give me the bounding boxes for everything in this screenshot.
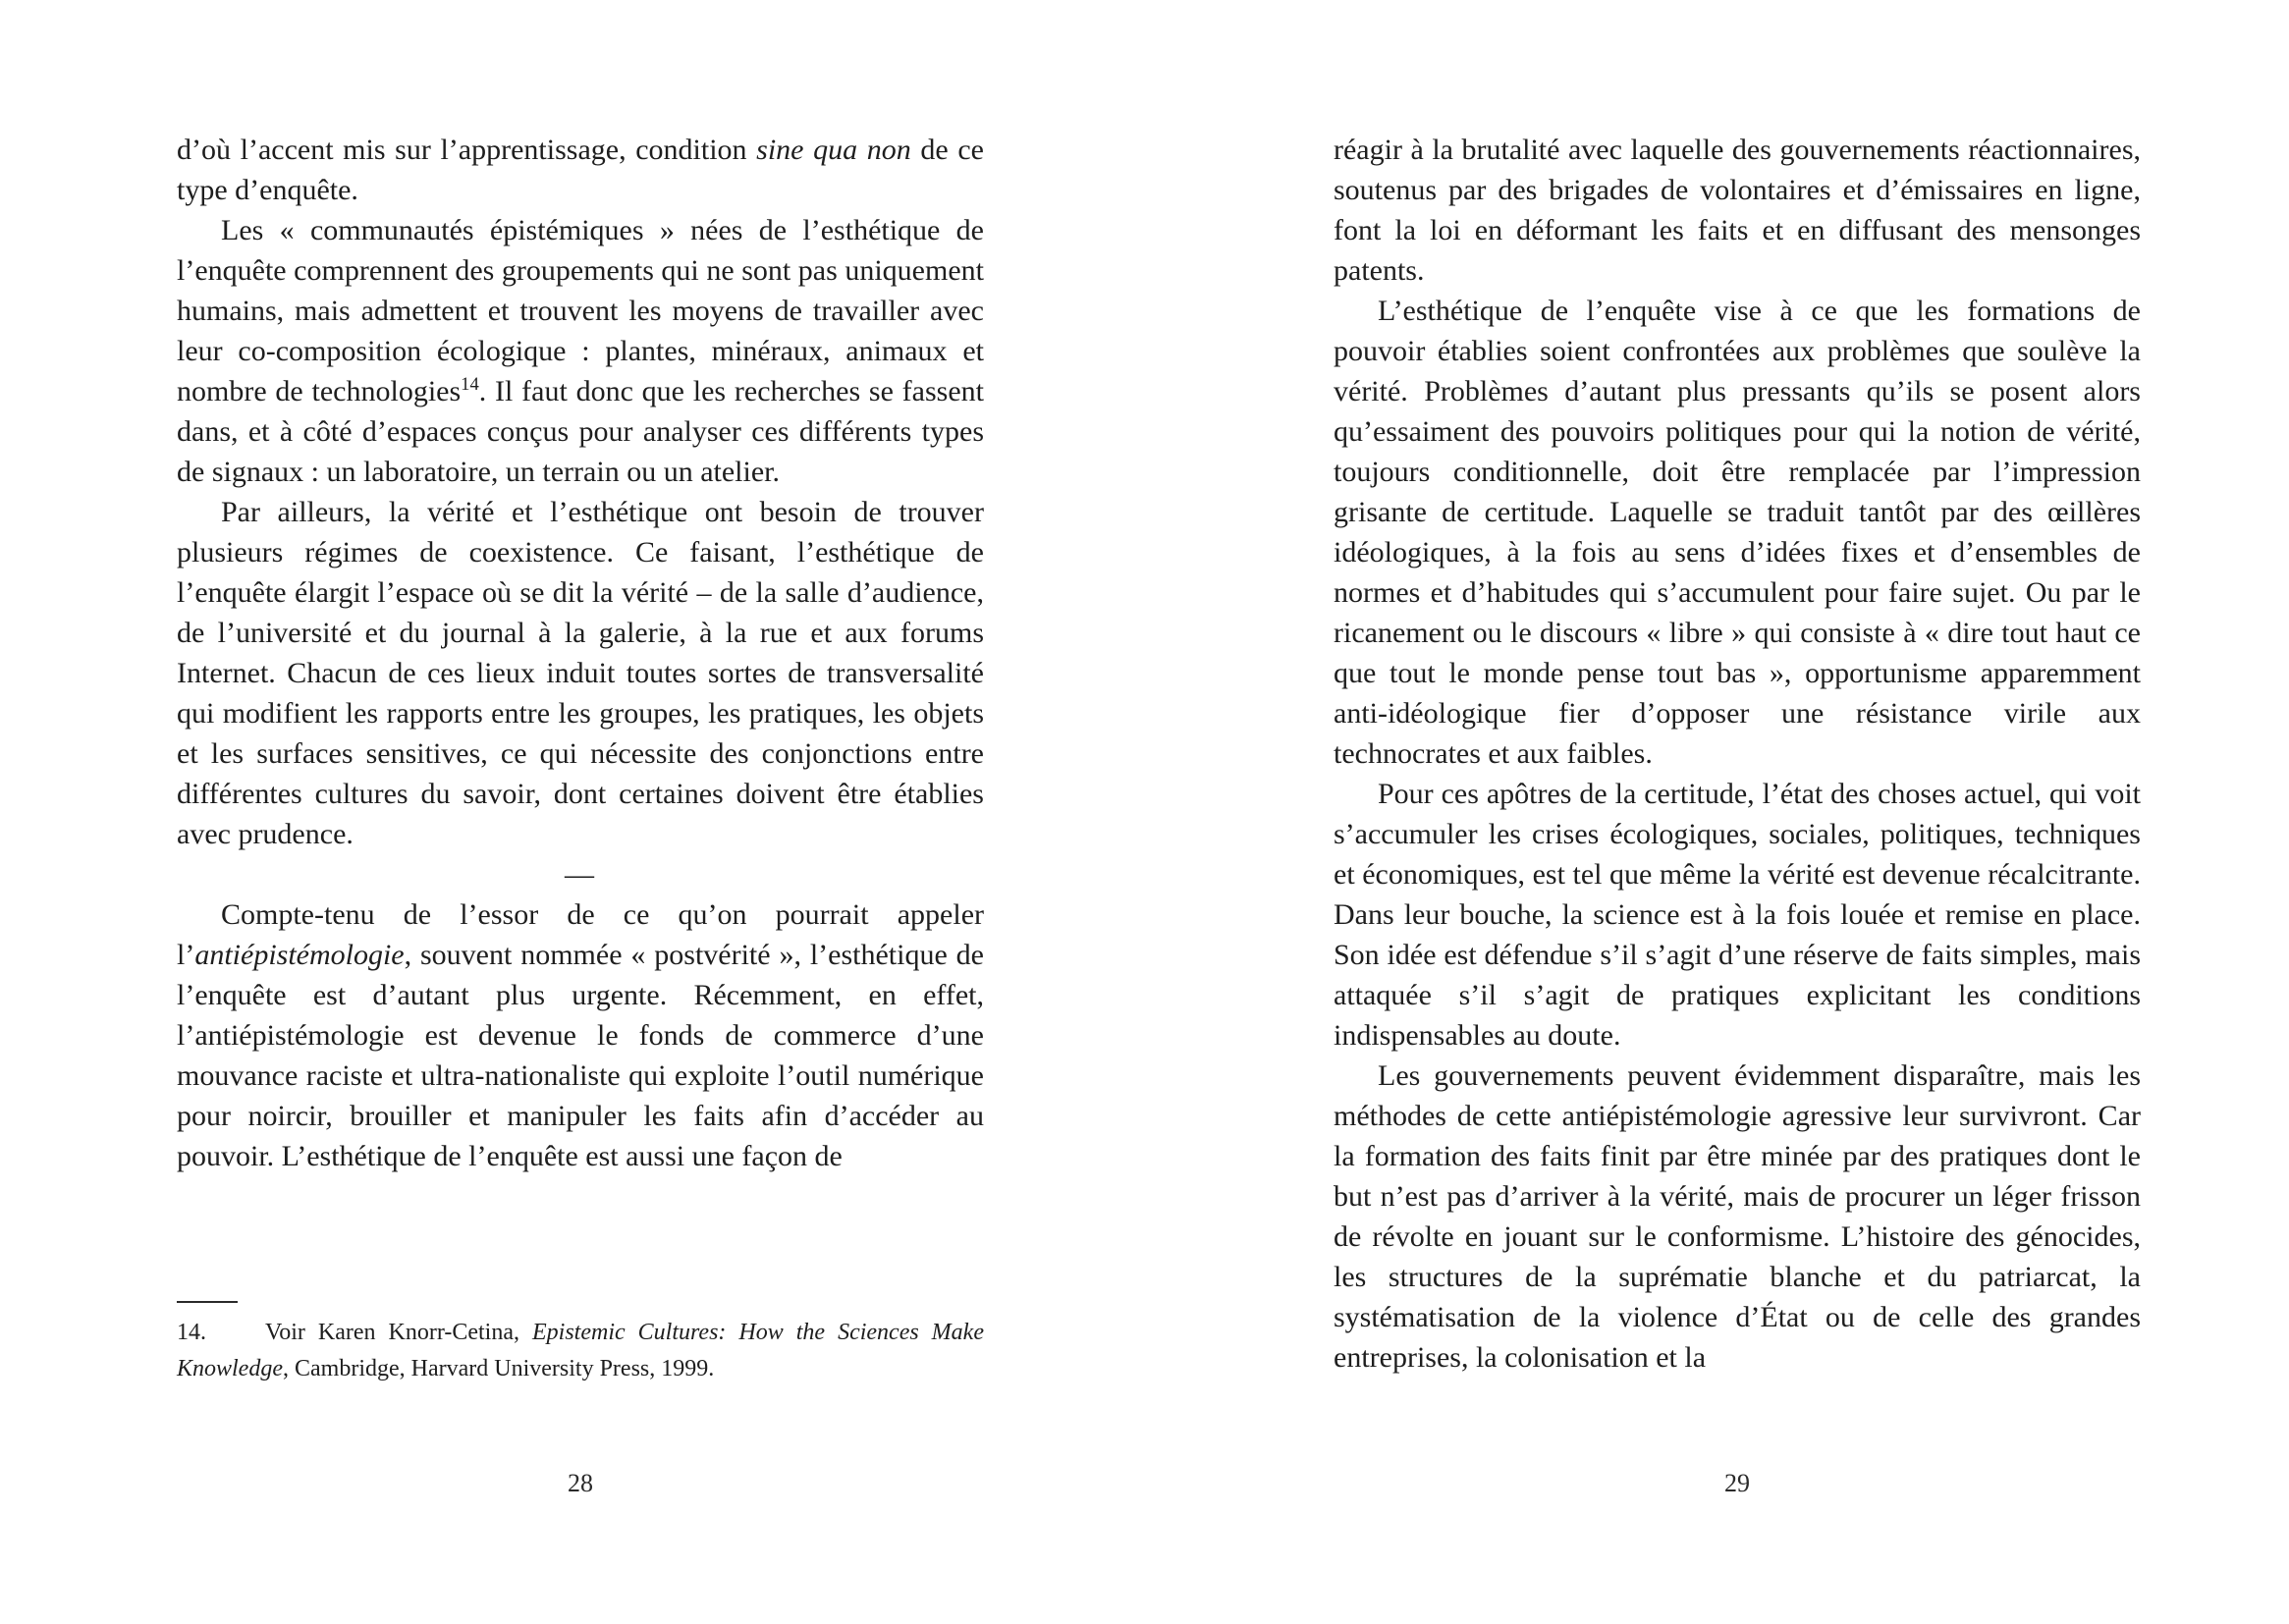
paragraph: Les gouvernements peuvent évidemment disparaître, mais les méthodes de cette antiépistémologie agressive leur survivront. Car la formation des faits finit par être minée par des pratiques dont le but n’est pas d’arriver à la vérité, mais de procurer un léger frisson de révolte en jouant sur le conformisme. L’histoire des génocides, les structures de la suprématie blanche et du patriarcat, la systématisation de la violence d’État ou de celle des grandes entreprises, la colonisation et la [1334, 1059, 2141, 1374]
footnote [177, 1301, 984, 1387]
paragraph: L’esthétique de l’enquête vise à ce que les formations de pouvoir établies soient confrontées aux problèmes que soulève la vérité. Problèmes d’autant plus pressants qu’ils se posent alors qu’essaiment des pouvoirs politiques pour qui la notion de vérité, toujours conditionnelle, doit être remplacée par l’impression grisante de certitude. Laquelle se traduit tantôt par des œillères idéologiques, à la fois au sens d’idées fixes et d’ensembles de normes et d’habitudes qui s’accumulent pour faire sujet. Ou par le ricanement ou le discours « libre » qui consiste à « dire tout haut ce que tout le monde pense tout bas », opportunisme apparemment anti-idéologique fier d’opposer une résistance virile aux technocrates et aux faibles. [1334, 295, 2141, 770]
paragraph: Compte-tenu de l’essor de ce qu’on pourrait appeler l’antiépistémologie, souvent nommée « postvérité », l’esthétique de l’enquête est d’autant plus urgente. Récemment, en effet, l’antiépistémologie est devenue le fonds de commerce d’une mouvance raciste et ultra-nationaliste qui exploite l’outil numérique pour noircir, brouiller et manipuler les faits afin d’accéder au pouvoir. L’esthétique de l’enquête est aussi une façon de [177, 898, 984, 1172]
footnote-text [177, 1315, 984, 1387]
page-left-text [177, 130, 984, 1176]
footnote-rule [177, 1301, 238, 1303]
section-separator: — [565, 858, 596, 891]
page-left [177, 130, 985, 1497]
paragraph: Pour ces apôtres de la certitude, l’état des choses actuel, qui voit s’accumuler les crises écologiques, sociales, politiques, techniques et économiques, est tel que même la vérité est devenue récalcitrante. Dans leur bouche, la science est à la fois louée et remise en place. Son idée est défendue s’il s’agit d’une réserve de faits simples, mais attaquée s’il s’agit de pratiques explicitant les conditions indispensables au doute. [1334, 778, 2141, 1052]
paragraph: 14. Voir Karen Knorr-Cetina, Epistemic Cultures: How the Sciences Make Knowledge, Cambridge, Harvard University Press, 1999. [177, 1320, 984, 1381]
page-right-text [1334, 130, 2141, 1378]
paragraph: Les « communautés épistémiques » nées de l’esthétique de l’enquête comprennent des groupements qui ne sont pas uniquement humains, mais admettent et trouvent les moyens de travailler avec leur co-composition écologique : plantes, minéraux, animaux et nombre de technologies$^{14}$. Il faut donc que les recherches se fassent dans, et à côté d’espaces conçus pour analyser ces différents types de signaux : un laboratoire, un terrain ou un atelier. [177, 214, 984, 488]
page-number-left: 28 [568, 1469, 593, 1497]
paragraph: Par ailleurs, la vérité et l’esthétique ont besoin de trouver plusieurs régimes de coexistence. Ce faisant, l’esthétique de l’enquête élargit l’espace où se dit la vérité – de la salle d’audience, de l’université et du journal à la galerie, à la rue et aux forums Internet. Chacun de ces lieux induit toutes sortes de transversalité qui modifient les rapports entre les groupes, les pratiques, les objets et les surfaces sensitives, ce qui nécessite des conjonctions entre différentes cultures du savoir, dont certaines doivent être établies avec prudence. [177, 496, 984, 850]
page-number-right: 29 [1724, 1469, 1750, 1497]
paragraph: d’où l’accent mis sur l’apprentissage, condition sine qua non de ce type d’enquête. [177, 134, 985, 206]
paragraph: réagir à la brutalité avec laquelle des gouvernements réactionnaires, soutenus par des brigades de volontaires et d’émissaires en ligne, font la loi en déformant les faits et en diffusant des mensonges patents. [1334, 134, 2141, 287]
footnote-reference: 14 [461, 374, 479, 395]
page-right [1334, 130, 2141, 1497]
